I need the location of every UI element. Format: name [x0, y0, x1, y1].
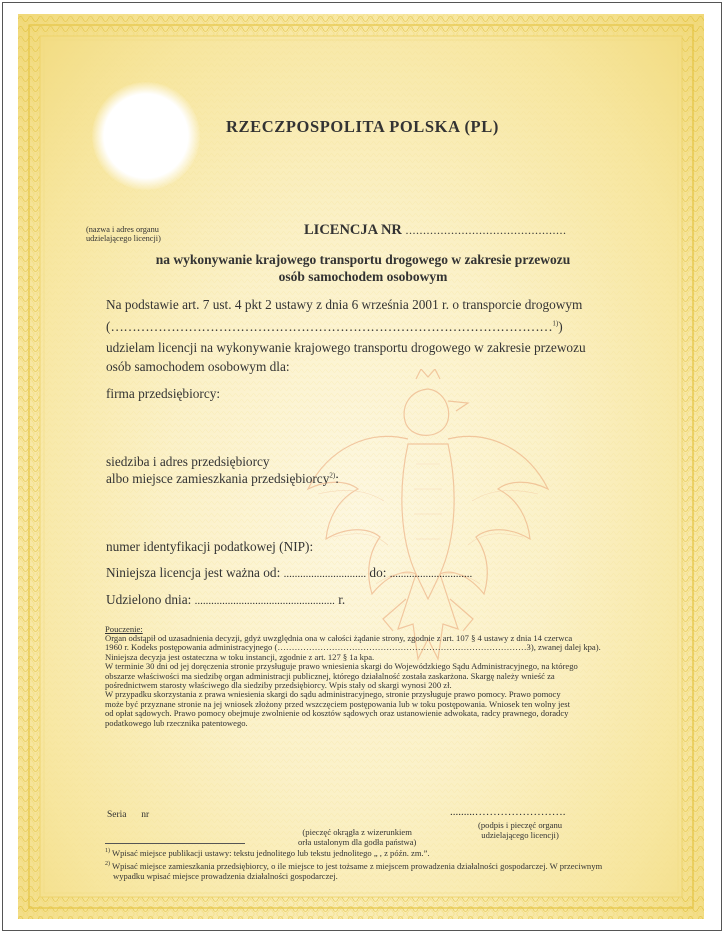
footnote-2-text-line2: wypadku wpisać miejsce prowadzenia działalności gospodarczej. — [113, 870, 338, 881]
footnote-1-marker: 1) — [105, 848, 110, 855]
series-label: Seria — [107, 810, 127, 820]
instruction-line: pośrednictwem starosty właściwego dla siedziby przedsiębiorcy. Wpis stały od skargi wynosi 200 zł. — [105, 680, 452, 691]
country-title: RZECZPOSPOLITA POLSKA (PL) — [226, 117, 499, 136]
seal-caption-line1: (pieczęć okrągła z wizerunkiem — [302, 827, 412, 837]
instruction-line: Organ odstąpił od uzasadnienia decyzji, gdyż uwzględnia ona w całości żądanie strony, zgodnie z art. 107 § 4 ustawy z dnia 14 czerwca — [105, 633, 573, 643]
licence-sheet — [18, 14, 704, 919]
validity-line — [106, 565, 472, 581]
number-label: nr — [141, 810, 150, 820]
instruction-line: W terminie 30 dni od jej doręczenia stronie przysługuje prawo wniesienia skargi do Wojewódzkiego Sądu Administracyjnego, na którego — [105, 661, 578, 672]
instruction-heading: Pouczenie: — [105, 624, 143, 634]
grant-statement-line1: udzielam licencji na wykonywanie krajowego transportu drogowego w zakresie przewozu — [106, 340, 586, 355]
legal-basis-line1: Na podstawie art. 7 ust. 4 pkt 2 ustawy z dnia 6 września 2001 r. o transporcie drogowym — [106, 297, 583, 312]
grant-statement-line2: osób samochodem osobowym dla: — [106, 359, 290, 374]
issuing-authority-caption — [86, 225, 161, 243]
footnote-separator — [105, 843, 245, 844]
signature-field: .........……………………. — [450, 806, 566, 818]
validity-label: Niniejsza licencja jest ważna od: — [106, 565, 281, 580]
seal-caption-line2: orła ustalonym dla godła państwa) — [298, 837, 417, 847]
footnote-ref-1: 1) — [552, 319, 559, 328]
instruction-line: może być przyznane stronie na jej wniosek złożony przed wszczęciem postępowania lub w toku postępowania. Wniosek ten wolny jest — [105, 698, 570, 709]
licence-number-label: LICENCJA NR — [304, 222, 402, 238]
granted-date-line — [106, 592, 345, 608]
valid-to-field: .............................. — [389, 568, 473, 580]
licence-subtitle-line2: osób samochodem osobowym — [278, 269, 448, 284]
instruction-line: obszarze właściwości ma siedzibę organ administracji publicznej, którego działalność została zaskarżona. Skargę należy wnieść za — [105, 670, 555, 681]
footnote-ref-2: 2) — [329, 471, 336, 480]
legal-basis-open-paren: ( — [106, 319, 111, 334]
seal-blank-spot — [92, 82, 200, 190]
licence-subtitle — [18, 251, 704, 285]
signature-caption — [478, 820, 562, 840]
instruction-line: od opłat sądowych. Prawo pomocy obejmuje zwolnienie od kosztów sądowych oraz ustanowienie adwokata, radcy prawnego, doradcy — [105, 708, 569, 719]
legal-basis-line2 — [106, 319, 563, 335]
licence-number-line — [304, 222, 567, 239]
licence-subtitle-line1: na wykonywanie krajowego transportu drogowego w zakresie przewozu — [155, 252, 571, 267]
legal-basis-close-paren: ) — [558, 319, 563, 334]
granted-date-suffix: r. — [338, 592, 346, 607]
instruction-line: podatkowego lub rzecznika patentowego. — [105, 717, 248, 728]
granted-date-field: ................................................... — [194, 595, 335, 607]
signature-caption-line1: (podpis i pieczęć organu — [478, 820, 563, 830]
issuing-authority-caption-line2: udzielającego licencji) — [86, 234, 161, 243]
residence-label: albo miejsce zamieszkania przedsiębiorcy — [106, 471, 330, 486]
address-label-line1: siedziba i adres przedsiębiorcy — [106, 454, 270, 469]
valid-from-field: .............................. — [283, 568, 367, 580]
licence-number-field: .............................................. — [405, 223, 567, 237]
company-name-label: firma przedsiębiorcy: — [106, 386, 221, 401]
residence-label-colon: : — [335, 471, 339, 486]
signature-caption-line2: udzielającego licencji) — [481, 830, 559, 840]
seal-caption — [298, 827, 416, 847]
granted-date-label: Udzielono dnia: — [106, 592, 192, 607]
address-label-line2 — [106, 471, 339, 487]
footnote-2-text-line1: Wpisać miejsce zamieszkania przedsiębiorcy, o ile miejsce to jest tożsame z miejscem prowadzenia działalności gospodarczej. W przeciwnym — [112, 860, 603, 871]
footnote-2-marker: 2) — [105, 861, 110, 867]
instruction-line: 1960 r. Kodeks postępowania administracyjnego (……………………………………………………………………………3), zwanej dalej kpa). — [105, 642, 601, 653]
legal-basis-publication-field: ………………………………………………………………………………………… — [110, 319, 553, 334]
instruction-line: W przypadku skorzystania z prawa wniesienia skargi do sądu administracyjnego, stronie przysługuje prawo pomocy. Prawo pomocy — [105, 689, 561, 700]
footnote-1-text: Wpisać miejsce publikacji ustawy: tekstu jednolitego lub tekstu jednolitego „ , z późn. zm.”. — [112, 848, 430, 858]
valid-to-label: do: — [369, 565, 387, 580]
footnote-2 — [105, 859, 602, 881]
instruction-body — [105, 634, 601, 728]
instruction-line: Niniejsza decyzja jest ostateczna w toku instancji, zgodnie z art. 127 § 1a kpa. — [105, 651, 375, 662]
series-number-line — [107, 810, 149, 820]
footnote-1 — [105, 848, 430, 858]
issuing-authority-caption-line1: (nazwa i adres organu — [86, 225, 159, 234]
nip-label: numer identyfikacji podatkowej (NIP): — [106, 539, 314, 554]
